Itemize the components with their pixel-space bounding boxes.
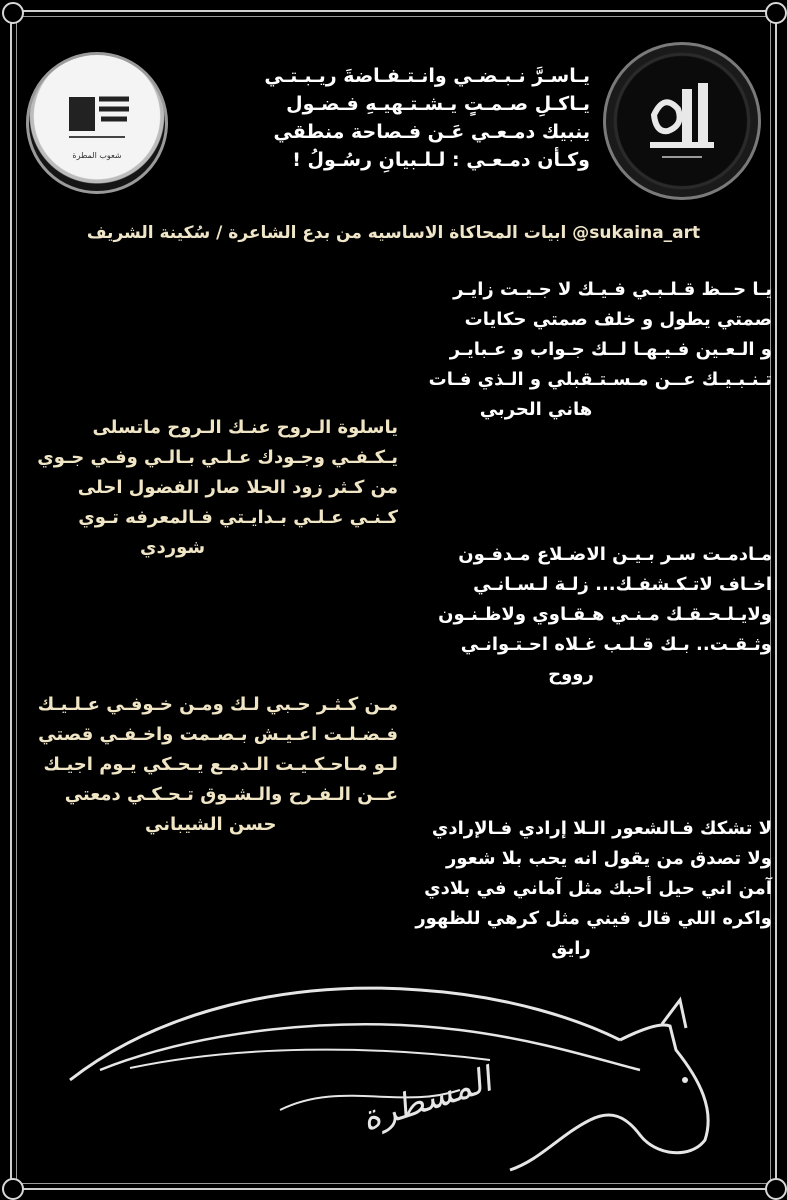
logo-strokes (99, 99, 129, 119)
verse-line: تـنـبـيـك عــن مـسـتـقبلي و الـذي فـات (428, 369, 772, 390)
credit-line (20, 223, 767, 243)
logo-block (69, 97, 95, 131)
credit-handle: @sukaina_art (572, 223, 701, 243)
corner-ornament-top-right (765, 2, 787, 24)
verse-line: واكره اللي قال فيني مثل كرهي للظهور (415, 908, 772, 929)
emblem-loop (654, 102, 680, 131)
corner-ornament-top-left (2, 2, 24, 24)
verse-line: فـضـلـت اعـيـش بـصـمت واخـفـي قصتي (38, 724, 398, 745)
verse-line: عــن الـفـرح والـشـوق تـحـكـي دمعتي (64, 784, 398, 805)
stanza-1 (370, 275, 772, 425)
verse-line: وثـقـت.. بـك قـلـب غـلاه احـتـوانـي (460, 634, 772, 655)
verse-line: لـو مـاحـكـيـت الـدمـع يـحـكي يـوم اجيـك (43, 754, 398, 775)
almatra-emblem-icon (603, 42, 761, 200)
poem-line: وكـأن دمـعـي : لـلـبيانِ رسُـولُ ! (292, 149, 590, 171)
logo-caption: شعوب المطرة (72, 151, 122, 160)
verse-line: ولايـلـحـقـك مـنـي هـقـاوي ولاظـنـون (438, 604, 772, 625)
verse-line: مـادمـت سـر بـيـن الاضـلاع مـدفـون (458, 544, 772, 565)
poet-name: هاني الحربي (479, 399, 593, 420)
head-outline (590, 1025, 708, 1153)
poet-name: حسن الشيباني (145, 814, 277, 835)
stanza-2 (20, 413, 398, 563)
corner-ornament-bottom-right (765, 1178, 787, 1200)
poet-name: رايق (551, 938, 591, 959)
emblem-mark (606, 45, 758, 197)
horse-head-calligraphy-icon (40, 960, 755, 1180)
verse-line: ياسلوة الـروح عنـك الـروح ماتسلى (92, 417, 398, 438)
verse-line: ولا تصدق من يقول انه يحب بلا شعور (446, 848, 772, 869)
mane-stroke-1 (70, 988, 620, 1080)
club-logo-icon (26, 52, 168, 194)
signature-text: المسطرة (356, 1059, 497, 1140)
verse-line: آمن اني حيل أحبك مثل آماني في بلادي (424, 878, 772, 899)
verse-line: مـن كـثـر حـبي لـك ومـن خـوفـي عـلـيـك (37, 694, 398, 715)
verse-line: يـا حــظ قـلـبـي فـيـك لا جـيـت زايـر (453, 279, 772, 300)
neck-stroke (510, 1120, 590, 1170)
stanza-3 (370, 540, 772, 690)
poem-line: يـاسـرَّ نـبـضـي وانـتـفـاضةَ ريـبـتـي (264, 65, 590, 87)
emblem-bar-1 (698, 83, 708, 145)
opening-poem (190, 62, 590, 174)
stanza-4 (20, 690, 398, 840)
verse-line: لا تشكك فـالشعور الـلا إرادي فـالإرادي (431, 818, 772, 839)
credit-text: ابيات المحاكاة الاساسيه من بدع الشاعرة / سُكينة الشريف (86, 223, 567, 243)
eye (682, 1077, 688, 1083)
verse-line: يـكـفـي وجـودك عـلـي بـالـي وفـي جـوي (37, 447, 398, 468)
verse-line: صمتي يطول و خلف صمتي حكايات (464, 309, 772, 330)
poem-line: ينبيك دمـعـي عَـن فـصاحة منطقي (273, 121, 590, 143)
corner-ornament-bottom-left (2, 1178, 24, 1200)
verse-line: اخـاف لاتـكـشفـك... زلـة لـسـانـي (473, 574, 772, 595)
stanza-5 (370, 814, 772, 964)
poet-name: شوردي (140, 537, 206, 558)
emblem-bar-2 (682, 89, 692, 145)
logo-mark (29, 55, 165, 191)
poem-line: يـاكـلِ صـمـتٍ يـشـتـهيـهِ فـضـول (286, 93, 590, 115)
poet-name: رووح (548, 664, 594, 685)
verse-line: من كـثر زود الحلا صار الفضول احلى (77, 477, 398, 498)
verse-line: كـنـي عـلـي بـدايـتي فـالمعرفه تـوي (78, 507, 398, 528)
verse-line: و الـعـين فـيـهـا لــك جـواب و عـبايـر (449, 339, 772, 360)
mane-stroke-3 (130, 1050, 490, 1068)
mane-stroke-2 (100, 1024, 640, 1070)
